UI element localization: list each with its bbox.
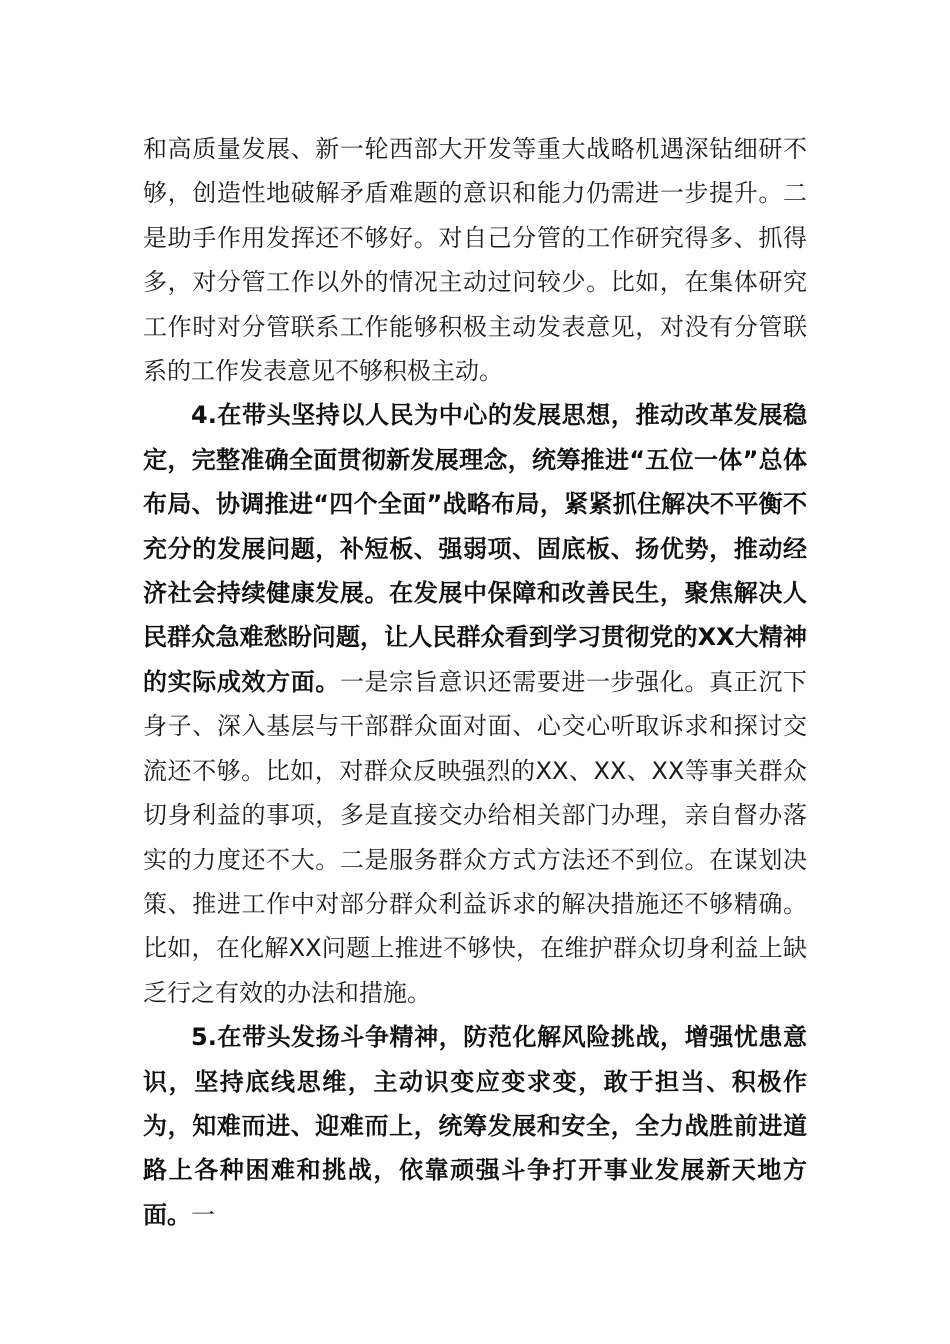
paragraph-3-continuation (143, 127, 807, 393)
section-heading-4: 4.在带头坚持以人民为中心的发展思想，推动改革发展稳定，完整准确全面贯彻新发展理念，统筹推进“五位一体”总体布局、协调推进“四个全面”战略布局，紧紧抓住解决不平衡不充分的发展问题，补短板、强弱项、固底板、扬优势，推动经济社会持续健康发展。在发展中保障和改善民生，聚焦解决人民群众急难愁盼问题，让人民群众看到学习贯彻党的XX大精神的实际成效方面。 (143, 401, 807, 696)
paragraph-text: 一是宗旨意识还需要进一步强化。真正沉下身子、深入基层与干部群众面对面、心交心听取诉求和探讨交流还不够。比如，对群众反映强烈的XX、XX、XX等事关群众切身利益的事项，多是直接交办给相关部门办理，亲自督办落实的力度还不大。二是服务群众方式方法还不到位。在谋划决策、推进工作中对部分群众利益诉求的解决措施还不够精确。比如，在化解XX问题上推进不够快，在维护群众切身利益上缺乏行之有效的办法和措施。 (143, 667, 808, 1007)
document-page (143, 127, 807, 1237)
paragraph-4 (143, 393, 807, 1015)
paragraph-5 (143, 1015, 807, 1237)
paragraph-text: 和高质量发展、新一轮西部大开发等重大战略机遇深钻细研不够，创造性地破解矛盾难题的意识和能力仍需进一步提升。二是助手作用发挥还不够好。对自己分管的工作研究得多、抓得多，对分管工作以外的情况主动过问较少。比如，在集体研究工作时对分管联系工作能够积极主动发表意见，对没有分管联系的工作发表意见不够积极主动。 (143, 135, 807, 386)
paragraph-text: 一 (191, 1200, 215, 1229)
section-heading-5: 5.在带头发扬斗争精神，防范化解风险挑战，增强忧患意识，坚持底线思维，主动识变应变求变，敢于担当、积极作为，知难而进、迎难而上，统筹发展和安全，全力战胜前进道路上各种困难和挑战，依靠顽强斗争打开事业发展新天地方面。 (143, 1023, 807, 1229)
